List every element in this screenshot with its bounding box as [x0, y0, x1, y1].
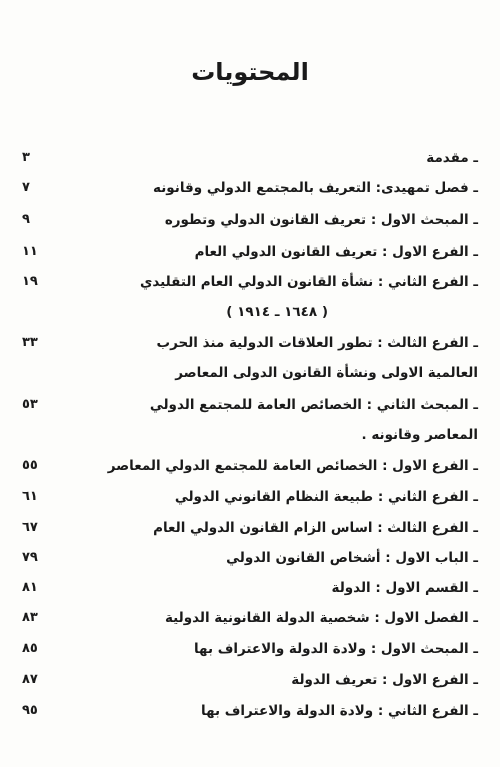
toc-entry-text: العالمية الاولى ونشأة القانون الدولى المعاصر	[175, 365, 478, 381]
toc-entry	[22, 147, 478, 169]
toc-entry-text: ـ الفرع الثالث : تطور العلاقات الدولية منذ الحرب	[156, 335, 478, 351]
toc-entry-text: ـ الفرع الاول : الخصائص العامة للمجتمع الدولي المعاصر	[107, 458, 478, 474]
toc-entry-page: ٣	[22, 150, 30, 165]
toc-entry	[22, 209, 478, 231]
toc-entry-continuation	[22, 362, 478, 384]
toc-entry-page: ٩٥	[22, 703, 38, 718]
toc-entry-text: ـ المبحث الاول : ولادة الدولة والاعتراف بها	[193, 641, 478, 657]
toc-entry-text: ـ الفرع الثاني : نشأة القانون الدولي العام التقليدي	[139, 274, 478, 290]
toc-entry-page: ٧	[22, 180, 30, 195]
toc-entry-page: ٩	[22, 212, 30, 227]
toc-entry	[22, 177, 478, 199]
toc-entry-text: ـ الفرع الاول : تعريف القانون الدولي العام	[194, 244, 478, 260]
toc-entry-text: ـ الفرع الاول : تعريف الدولة	[291, 672, 478, 688]
toc-entry-page: ٥٣	[22, 397, 38, 412]
toc-entry-text: ـ الباب الاول : أشخاص القانون الدولي	[226, 550, 478, 566]
toc-entry-page: ٦٧	[22, 520, 38, 535]
toc-entry	[22, 332, 478, 354]
toc-entry	[22, 517, 478, 539]
toc-entry-text: ـ المبحث الثاني : الخصائص العامة للمجتمع الدولي	[149, 397, 478, 413]
toc-entry-continuation	[22, 301, 478, 323]
toc-entry	[22, 271, 478, 293]
toc-entry-page: ٣٣	[22, 335, 38, 350]
toc-entry	[22, 486, 478, 508]
toc-entry	[22, 455, 478, 477]
toc-entry-text: ـ الفرع الثاني : طبيعة النظام القانوني الدولي	[174, 489, 478, 505]
toc-entry	[22, 394, 478, 416]
toc-entry-text: ـ الفرع الثاني : ولادة الدولة والاعتراف بها	[201, 703, 478, 719]
toc-entry	[22, 669, 478, 691]
toc-entry-continuation	[22, 424, 478, 446]
toc-entry-text: ـ الفصل الاول : شخصية الدولة القانونية الدولية	[164, 610, 478, 626]
toc-entry	[22, 547, 478, 569]
toc-entry-page: ٨١	[22, 580, 38, 595]
toc-entry	[22, 577, 478, 599]
toc-entry-text: ـ القسم الاول : الدولة	[331, 580, 478, 596]
toc-entry	[22, 607, 478, 629]
toc-entry-page: ٥٥	[22, 458, 38, 473]
toc-entry-text: ـ الفرع الثالث : اساس الزام القانون الدولي العام	[153, 520, 478, 536]
toc-entry-page: ٨٥	[22, 641, 38, 656]
toc-entry	[22, 638, 478, 660]
toc-entry-page: ١١	[22, 244, 38, 259]
toc-entry-page: ٦١	[22, 489, 38, 504]
toc-entry	[22, 241, 478, 263]
toc-entry-page: ١٩	[22, 274, 38, 289]
toc-entry-page: ٨٧	[22, 672, 38, 687]
toc-entry-text: ـ مقدمة	[426, 150, 478, 166]
toc-entry-text: ( ١٦٤٨ ـ ١٩١٤ )	[226, 304, 328, 320]
toc-entry	[22, 700, 478, 722]
toc-entry-page: ٧٩	[22, 550, 38, 565]
toc-entry-page: ٨٣	[22, 610, 38, 625]
toc-entry-text: ـ فصل تمهيدى: التعريف بالمجتمع الدولي وقانونه	[153, 180, 478, 196]
page-title: المحتويات	[191, 58, 309, 86]
toc-entry-text: المعاصر وقانونه .	[361, 427, 478, 443]
toc-entry-text: ـ المبحث الاول : تعريف القانون الدولي وتطوره	[164, 212, 478, 228]
